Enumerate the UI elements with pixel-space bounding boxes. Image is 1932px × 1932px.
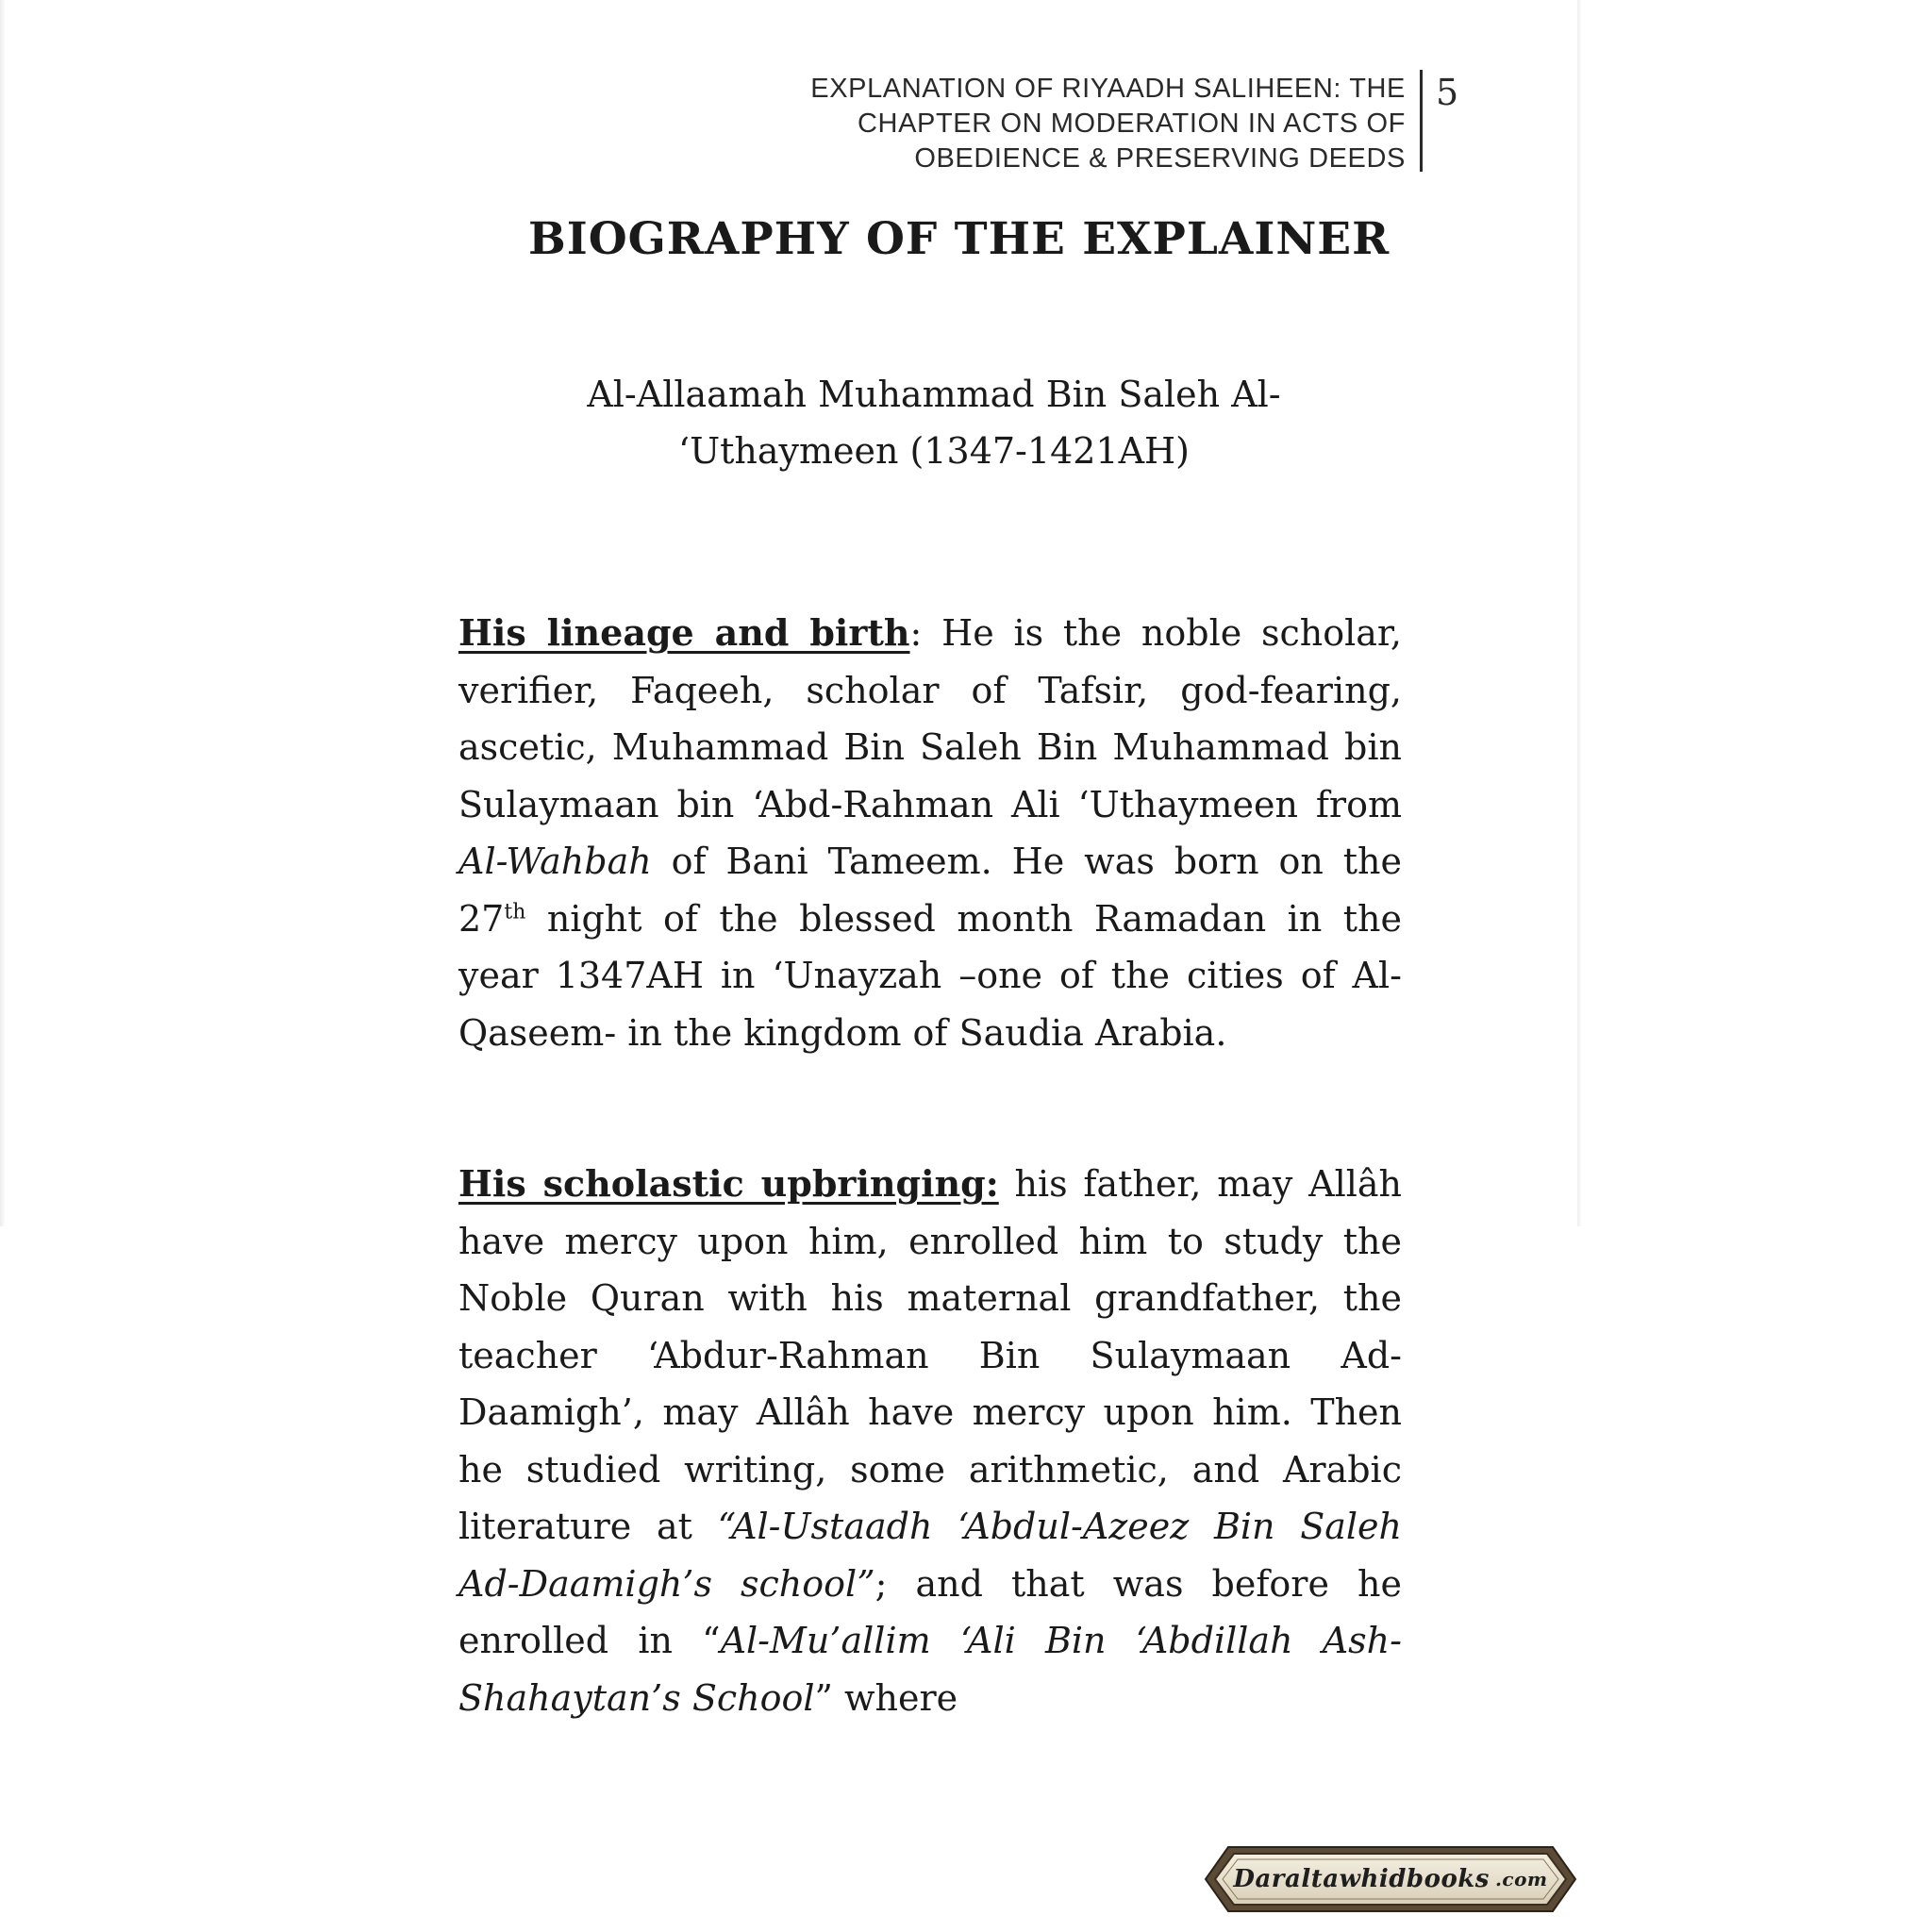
- paragraph-text: ; and that was before he enrolled in “: [458, 1562, 1402, 1661]
- italic-term: “Al-Ustaadh ‘Abdul-Azeez Bin Saleh Ad-Daamigh’s school”: [458, 1506, 1402, 1605]
- paragraph-text: of Bani Tameem. He was born on the 27: [458, 841, 1402, 940]
- page-edge-left: [0, 0, 6, 1226]
- header-line: OBEDIENCE & PRESERVING DEEDS: [914, 143, 1406, 174]
- header-line: EXPLANATION OF RIYAADH SALIHEEN: THE: [810, 74, 1406, 104]
- logo-name: Daraltawhidbooks: [1233, 1865, 1490, 1893]
- page-edge-right: [1577, 0, 1581, 1226]
- subtitle: [528, 366, 1340, 479]
- paragraph-text: his father, may Allâh have mercy upon him, enrolled him to study the Noble Quran with his maternal grandfather, the teacher ‘Abdur-Rahman Bin Sulaymaan Ad-Daamigh’, may Allâh have mercy upon him. Then he studied writing, some arithmetic, and Arabic literature at: [458, 1163, 1403, 1547]
- running-header-text: [660, 72, 1406, 176]
- superscript: th: [504, 899, 526, 924]
- publisher-logo: [1202, 1841, 1579, 1917]
- logo-suffix: .com: [1494, 1868, 1548, 1890]
- page-number: 5: [1436, 72, 1459, 113]
- subtitle-line: ‘Uthaymeen (1347-1421AH): [677, 430, 1191, 472]
- paragraph-text: ” where: [814, 1676, 958, 1719]
- header-divider: [1420, 70, 1423, 172]
- header-line: CHAPTER ON MODERATION IN ACTS OF: [858, 108, 1406, 139]
- subtitle-line: Al-Allaamah Muhammad Bin Saleh Al-: [587, 374, 1281, 415]
- paragraph-text: night of the blessed month Ramadan in the year 1347AH in ‘Unayzah –one of the cities of Al-Qaseem- in the kingdom of Saudia Arabia.: [458, 897, 1402, 1054]
- italic-term: Al-Mu’allim ‘Ali Bin ‘Abdillah Ash-Shahaytan’s School: [458, 1620, 1402, 1719]
- paragraph-text: : He is the noble scholar, verifier, Faqeeh, scholar of Tafsir, god-fearing, ascetic, Muhammad Bin Saleh Bin Muhammad bin Sulaymaan bin ‘Abd-Rahman Ali ‘Uthaymeen from: [458, 612, 1402, 825]
- paragraph-heading: His scholastic upbringing:: [458, 1162, 999, 1205]
- italic-term: Al-Wahbah: [458, 841, 652, 882]
- running-header: [660, 72, 1406, 175]
- paragraph-heading: His lineage and birth: [458, 611, 910, 654]
- paragraph-upbringing: [458, 1156, 1402, 1726]
- page-title: BIOGRAPHY OF THE EXPLAINER: [528, 213, 1391, 265]
- paragraph-lineage: [458, 605, 1402, 1061]
- logo-text: [1202, 1841, 1579, 1917]
